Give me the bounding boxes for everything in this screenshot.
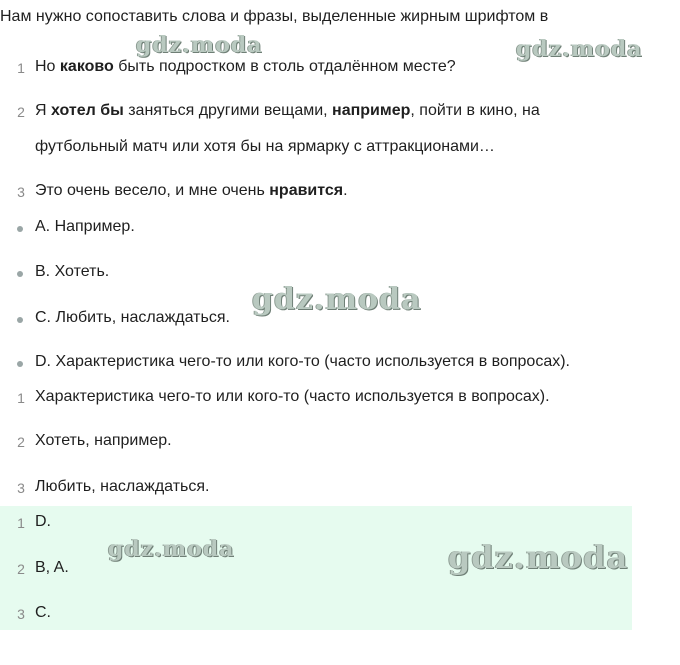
- sentence-number: 2: [17, 104, 25, 120]
- sentence-text: Это очень весело, и мне очень нравится.: [35, 182, 348, 199]
- answer-text: C.: [35, 604, 51, 621]
- watermark: gdz.moda: [448, 538, 629, 576]
- meaning-text: Хотеть, например.: [35, 432, 172, 449]
- option-text: A. Например.: [35, 218, 135, 235]
- option-text: C. Любить, наслаждаться.: [35, 309, 230, 326]
- bullet-icon: [17, 361, 23, 367]
- meaning-text: Характеристика чего-то или кого-то (часто используется в вопросах).: [35, 388, 550, 405]
- bold-word: например: [332, 102, 411, 119]
- meaning-number: 3: [17, 480, 25, 496]
- bullet-icon: [17, 271, 23, 277]
- meaning-number: 2: [17, 434, 25, 450]
- meaning-text: Любить, наслаждаться.: [35, 478, 210, 495]
- watermark: gdz.moda: [136, 32, 263, 58]
- sentence-continuation: футбольный матч или хотя бы на ярмарку с аттракционами…: [35, 138, 495, 155]
- watermark: gdz.moda: [108, 536, 235, 562]
- option-text: D. Характеристика чего-то или кого-то (часто используется в вопросах).: [35, 353, 570, 370]
- answer-number: 2: [17, 561, 25, 577]
- answer-number: 1: [17, 515, 25, 531]
- bullet-icon: [17, 226, 23, 232]
- bold-word: каково: [59, 58, 114, 75]
- intro-text: Нам нужно сопоставить слова и фразы, выделенные жирным шрифтом в: [0, 8, 549, 25]
- bold-word: нравится: [269, 182, 344, 199]
- bold-word: хотел бы: [51, 102, 124, 119]
- sentence-text: Я хотел бы заняться другими вещами, например, пойти в кино, на: [35, 102, 540, 119]
- meaning-number: 1: [17, 390, 25, 406]
- sentence-number: 3: [17, 184, 25, 200]
- answer-text: B, A.: [35, 559, 69, 576]
- bullet-icon: [17, 317, 23, 323]
- watermark: gdz.moda: [252, 282, 422, 317]
- sentence-number: 1: [17, 60, 25, 76]
- sentence-text: Но каково быть подростком в столь отдалённом месте?: [35, 58, 456, 75]
- option-text: B. Хотеть.: [35, 263, 110, 280]
- answer-number: 3: [17, 606, 25, 622]
- watermark: gdz.moda: [516, 36, 643, 62]
- answer-text: D.: [35, 513, 51, 530]
